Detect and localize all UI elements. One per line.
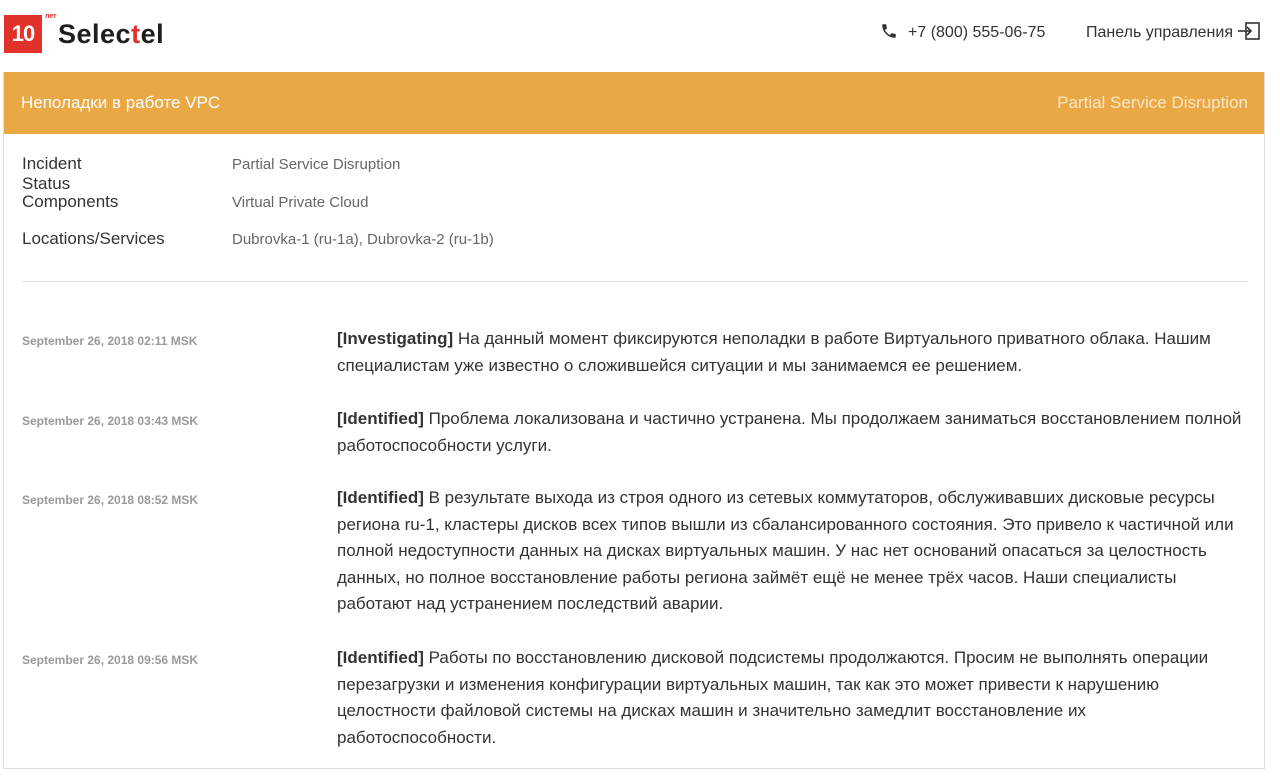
update-message [337, 485, 1242, 618]
logo-number: 10 [11, 21, 35, 46]
update-tag: [Identified] [337, 409, 424, 428]
phone-number: +7 (800) 555-06-75 [908, 24, 1046, 41]
update-text: На данный момент фиксируются неполадки в работе Виртуального приватного облака. Нашим специалистам уже известно о сложившейся ситуации и мы занимаемся ее решением. [337, 329, 1211, 375]
update-text: Работы по восстановлению дисковой подсистемы продолжаются. Просим не выполнять операции перезагрузки и изменения конфигурации виртуальных машин, так как это может привести к нарушению целостности файловой системы на дисках машин и значительно замедлит восстановление их работоспособности. [337, 648, 1209, 747]
incident-banner [4, 72, 1264, 134]
meta-label: Incident Status [22, 154, 82, 193]
logo-years-label: лет [45, 13, 57, 20]
login-icon [1233, 21, 1261, 46]
update-message [337, 326, 1242, 379]
control-panel-label: Панель управления [1086, 24, 1233, 41]
incident-title: Неполадки в работе VPC [21, 93, 221, 112]
control-panel-link[interactable] [1086, 22, 1261, 44]
update-tag: [Identified] [337, 488, 424, 507]
meta-label: Components [22, 191, 119, 211]
top-header [0, 0, 1280, 72]
phone-icon [880, 22, 908, 45]
meta-label: Locations/Services [22, 229, 165, 248]
logo-part-accent: t [131, 18, 141, 49]
logo-wordmark [58, 19, 164, 50]
update-text: Проблема локализована и частично устранена. Мы продолжаем заниматься восстановлением полной работоспособности услуги. [337, 409, 1242, 455]
update-message [337, 645, 1242, 751]
incident-status-badge: Partial Service Disruption [1057, 93, 1248, 112]
update-message [337, 406, 1242, 459]
update-timestamp: September 26, 2018 09:56 MSK [22, 653, 199, 667]
selectel-logo[interactable] [4, 14, 164, 54]
update-timestamp: September 26, 2018 08:52 MSK [22, 493, 199, 507]
incident-card [3, 72, 1265, 769]
meta-value: Partial Service Disruption [232, 156, 401, 173]
meta-value: Virtual Private Cloud [232, 193, 369, 211]
meta-value: Dubrovka-1 (ru-1a), Dubrovka-2 (ru-1b) [232, 231, 494, 248]
update-tag: [Investigating] [337, 329, 454, 348]
update-tag: [Identified] [337, 648, 424, 667]
divider [22, 281, 1248, 282]
update-text: В результате выхода из строя одного из сетевых коммутаторов, обслуживавших дисковые ресурсы региона ru-1, кластеры дисков всех типов вышли из сбалансированного состояния. Это привело к частичной или полной недоступности данных на дисках виртуальных машин. У нас нет оснований опасаться за целостность данных, но полное восстановление работы региона займёт ещё не менее трёх часов. Наши специалисты работают над устранением последствий аварии. [337, 488, 1234, 613]
logo-badge [4, 15, 42, 53]
logo-part-b: el [140, 18, 165, 49]
update-timestamp: September 26, 2018 02:11 MSK [22, 334, 198, 348]
update-timestamp: September 26, 2018 03:43 MSK [22, 414, 199, 428]
logo-part-a: Selec [58, 18, 132, 49]
phone-link[interactable] [880, 22, 1045, 44]
